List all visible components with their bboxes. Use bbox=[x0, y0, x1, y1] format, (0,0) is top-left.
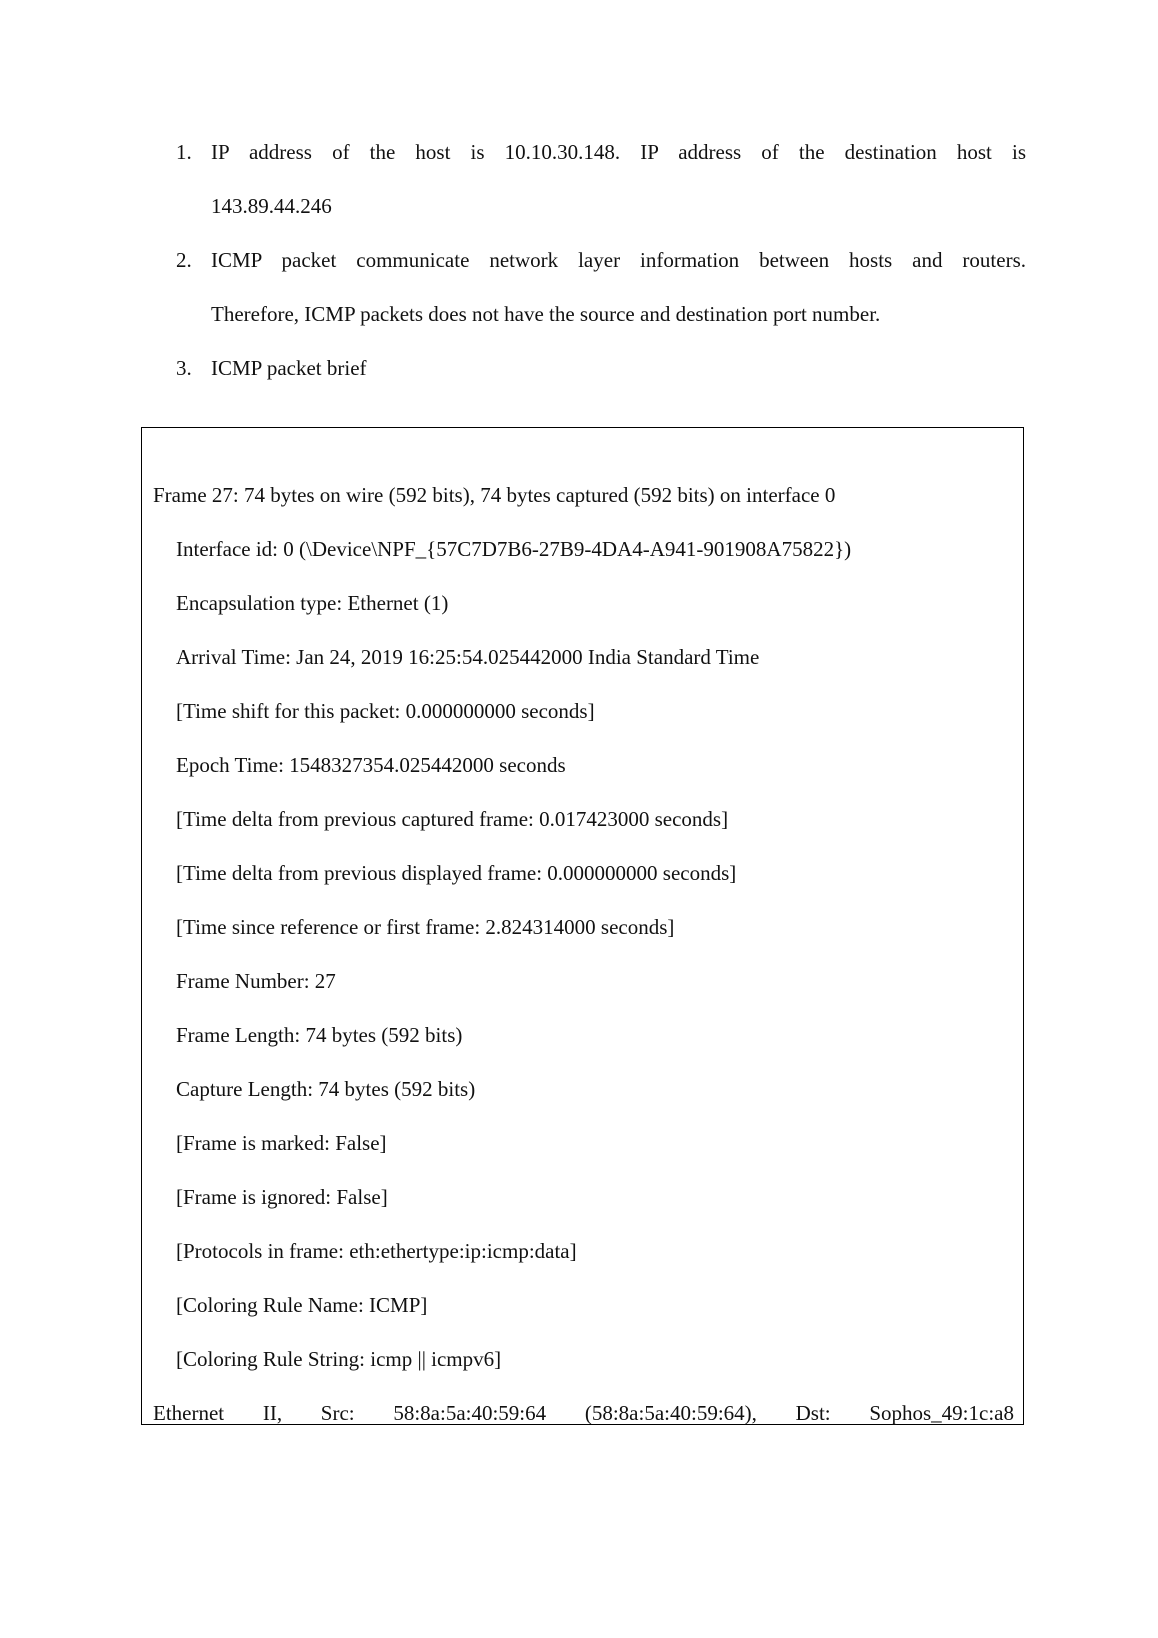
frame-detail-line: Frame Number: 27 bbox=[176, 969, 336, 993]
list-item-text: ICMP packet brief bbox=[211, 356, 367, 380]
frame-detail-line: [Time delta from previous captured frame: 0.017423000 seconds] bbox=[176, 807, 729, 831]
frame-detail-line: Encapsulation type: Ethernet (1) bbox=[176, 591, 449, 615]
list-number: 2. bbox=[176, 248, 192, 272]
list-number: 1. bbox=[176, 140, 192, 164]
frame-detail-line: [Frame is marked: False] bbox=[176, 1131, 387, 1155]
frame-detail-line: Epoch Time: 1548327354.025442000 seconds bbox=[176, 753, 566, 777]
frame-detail-line: [Coloring Rule String: icmp || icmpv6] bbox=[176, 1347, 502, 1371]
packet-details-box bbox=[141, 427, 1024, 1425]
list-item-text: ICMP packet communicate network layer information between hosts and routers. bbox=[211, 248, 1026, 272]
frame-detail-line: [Time shift for this packet: 0.000000000 seconds] bbox=[176, 699, 595, 723]
frame-detail-line: [Time delta from previous displayed frame: 0.000000000 seconds] bbox=[176, 861, 737, 885]
frame-detail-line: [Time since reference or first frame: 2.824314000 seconds] bbox=[176, 915, 675, 939]
frame-detail-line: [Protocols in frame: eth:ethertype:ip:icmp:data] bbox=[176, 1239, 577, 1263]
frame-detail-line: Arrival Time: Jan 24, 2019 16:25:54.025442000 India Standard Time bbox=[176, 645, 760, 669]
frame-detail-line: [Frame is ignored: False] bbox=[176, 1185, 388, 1209]
frame-summary-line: Frame 27: 74 bytes on wire (592 bits), 74 bytes captured (592 bits) on interface 0 bbox=[153, 483, 836, 507]
list-item-text: 143.89.44.246 bbox=[211, 194, 332, 218]
frame-detail-line: Capture Length: 74 bytes (592 bits) bbox=[176, 1077, 476, 1101]
frame-detail-line: Frame Length: 74 bytes (592 bits) bbox=[176, 1023, 463, 1047]
list-item-text: IP address of the host is 10.10.30.148. IP address of the destination host is bbox=[211, 140, 1026, 164]
ethernet-summary-line: Ethernet II, Src: 58:8a:5a:40:59:64 (58:8a:5a:40:59:64), Dst: Sophos_49:1c:a8 bbox=[153, 1401, 1014, 1425]
list-number: 3. bbox=[176, 356, 192, 380]
frame-detail-line: [Coloring Rule Name: ICMP] bbox=[176, 1293, 428, 1317]
frame-detail-line: Interface id: 0 (\Device\NPF_{57C7D7B6-27B9-4DA4-A941-901908A75822}) bbox=[176, 537, 852, 561]
list-item-text: Therefore, ICMP packets does not have the source and destination port number. bbox=[211, 302, 881, 326]
